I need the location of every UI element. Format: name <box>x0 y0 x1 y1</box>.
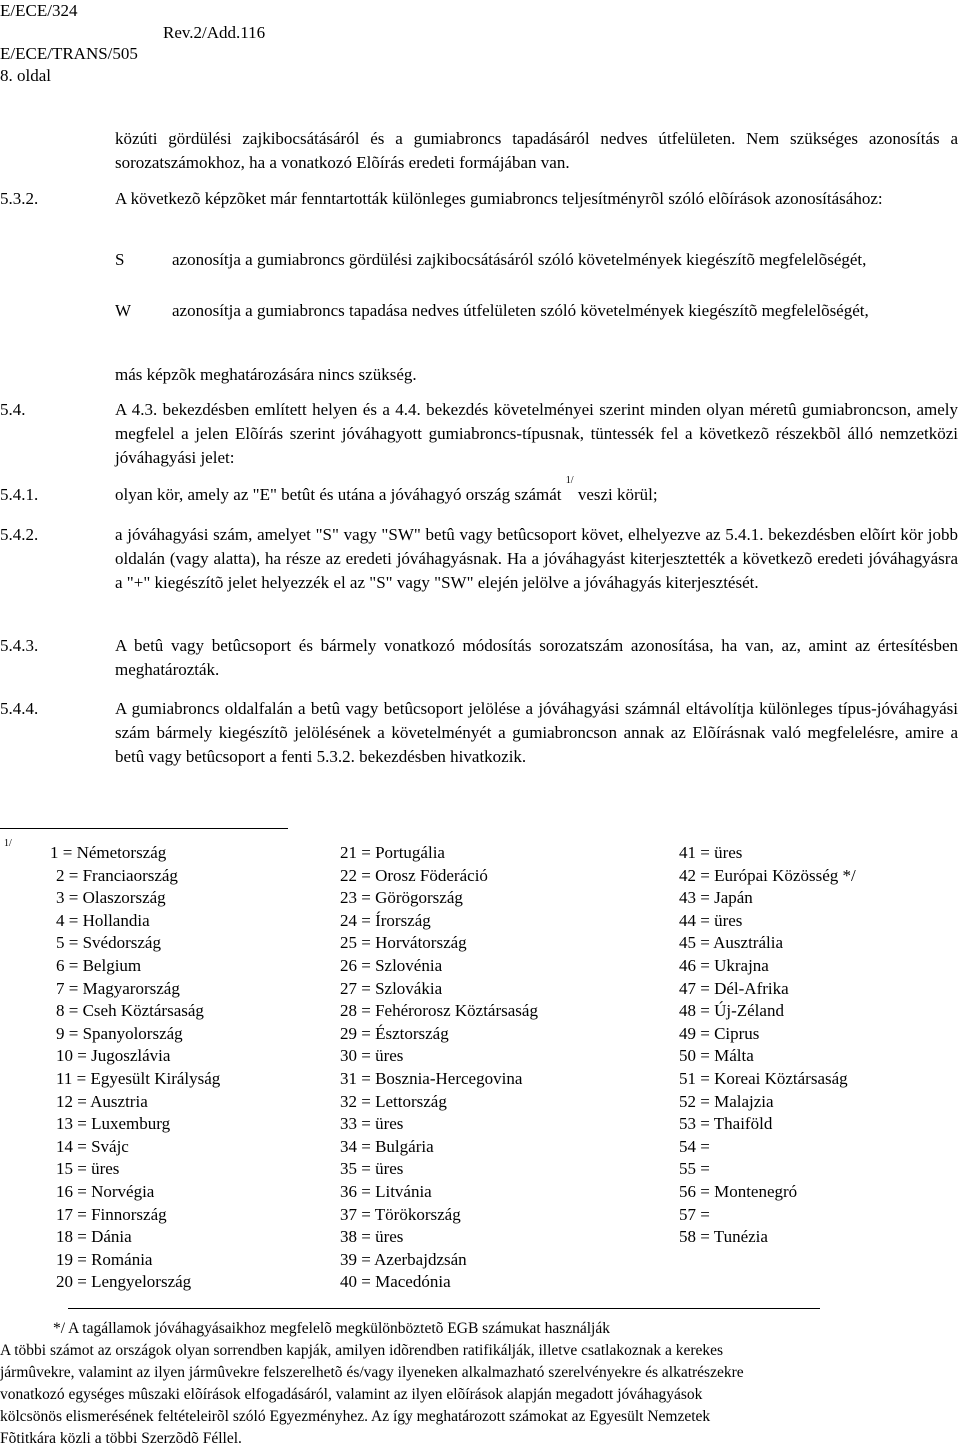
text-before: olyan kör, amely az "E" betût és utána a jóváhagyó ország számát <box>115 485 562 504</box>
designator-letter: W <box>115 301 132 320</box>
closing-line: jármûvekre, valamint az ilyen jármûvekre felszerelhetõ és/vagy ilyeneken alkalmazható szerelvényekre és alkatrészekre <box>0 1364 744 1381</box>
page-number: 8. oldal <box>0 66 51 85</box>
country-entry: 16 = Norvégia <box>56 1181 155 1201</box>
designator-closing: más képzõk meghatározására nincs szükség. <box>115 365 417 384</box>
designator-letter: S <box>115 250 125 269</box>
footnote-divider-secondary <box>68 1308 820 1309</box>
footnote-divider <box>0 828 288 829</box>
country-entry: 21 = Portugália <box>340 843 445 862</box>
country-entry: 44 = üres <box>679 910 743 930</box>
country-column-2 <box>340 842 538 1294</box>
country-entry: 39 = Azerbajdzsán <box>340 1249 467 1269</box>
country-entry: 40 = Macedónia <box>340 1272 451 1292</box>
country-entry: 56 = Montenegró <box>679 1181 798 1201</box>
section-text <box>115 475 958 507</box>
country-entry: 20 = Lengyelország <box>56 1272 192 1292</box>
closing-line: A többi számot az országok olyan sorrendben kapják, amilyen idõrendben ratifikálják, illetve csatlakoznak a kerekes <box>0 1342 724 1359</box>
country-entry: 15 = üres <box>56 1159 120 1179</box>
country-entry: 30 = üres <box>340 1046 404 1066</box>
trans-id: E/ECE/TRANS/505 <box>0 44 138 63</box>
section-text: A betû vagy betûcsoport és bármely vonatkozó módosítás sorozatszám azonosítása, ha van, az, amint az értesítésben meghatározták. <box>115 636 958 679</box>
country-entry: 2 = Franciaország <box>56 865 178 885</box>
section-number: 5.4.1. <box>0 485 39 504</box>
country-entry: 9 = Spanyolország <box>56 1023 183 1043</box>
country-entry: 29 = Észtország <box>340 1023 449 1043</box>
country-entry: 31 = Bosznia-Hercegovina <box>340 1068 523 1088</box>
country-entry: 50 = Málta <box>679 1046 754 1066</box>
country-entry: 19 = Románia <box>56 1249 153 1269</box>
country-entry: 43 = Japán <box>679 888 753 908</box>
section-text: A 4.3. bekezdésben említett helyen és a 4.4. bekezdés követelményei szerint minden olyan méretû gumiabroncson, amely megfelel a jelen Elõírás szerint jóváhagyott gumiabroncs-típusnak, tüntessék fel a következõ részekbõl álló nemzetközi jóváhagyási jelet: <box>115 400 958 467</box>
country-entry: 37 = Törökország <box>340 1204 461 1224</box>
country-entry: 46 = Ukrajna <box>679 955 769 975</box>
country-column-3 <box>679 842 856 1249</box>
country-column-1 <box>50 842 220 1294</box>
footnote-closing <box>0 1318 960 1450</box>
country-entry: 27 = Szlovákia <box>340 978 443 998</box>
footnote-mark: 1/ <box>4 838 12 849</box>
country-entry: 34 = Bulgária <box>340 1136 434 1156</box>
designator-text: azonosítja a gumiabroncs tapadása nedves útfelületen szóló követelmények kiegészítõ megfelelõségét, <box>172 301 869 320</box>
section-text: A gumiabroncs oldalfalán a betû vagy betûcsoport jelölése a jóváhagyási számnál eltávolítja különleges típus-jóváhagyási szám bármely kiegészítõ jelölésének a követelményét a gumiabroncson annak az Elõírásnak való megfelelésre, amire a betû vagy betûcsoport a fenti 5.3.2. bekezdésben hivatkozik. <box>115 699 958 766</box>
document-id: E/ECE/324 <box>0 1 78 20</box>
country-entry: 4 = Hollandia <box>56 910 150 930</box>
country-entry: 1 = Németország <box>50 843 167 862</box>
country-entry: 22 = Orosz Föderáció <box>340 865 488 885</box>
country-entry: 6 = Belgium <box>56 955 142 975</box>
designator-text: azonosítja a gumiabroncs gördülési zajkibocsátásáról szóló követelmények kiegészítõ megfelelõségét, <box>172 250 867 269</box>
country-entry: 8 = Cseh Köztársaság <box>56 1001 204 1021</box>
country-entry: 51 = Koreai Köztársaság <box>679 1068 848 1088</box>
country-entry: 14 = Svájc <box>56 1136 129 1156</box>
country-entry: 36 = Litvánia <box>340 1181 432 1201</box>
country-entry: 23 = Görögország <box>340 888 463 908</box>
country-entry: 54 = <box>679 1136 710 1156</box>
country-entry: 35 = üres <box>340 1159 404 1179</box>
country-entry: 13 = Luxemburg <box>56 1114 171 1134</box>
country-entry: 41 = üres <box>679 843 743 862</box>
footnote-ref: 1/ <box>565 475 574 486</box>
country-entry: 28 = Fehérorosz Köztársaság <box>340 1001 538 1021</box>
country-entry: 12 = Ausztria <box>56 1091 148 1111</box>
section-number: 5.3.2. <box>0 189 39 208</box>
country-entry: 49 = Ciprus <box>679 1023 760 1043</box>
country-entry: 57 = <box>679 1204 710 1224</box>
country-entry: 11 = Egyesült Királyság <box>56 1068 221 1088</box>
section-number: 5.4.4. <box>0 699 39 718</box>
country-entry: 45 = Ausztrália <box>679 933 784 953</box>
country-entry: 48 = Új-Zéland <box>679 1001 784 1021</box>
country-entry: 17 = Finnország <box>56 1204 167 1224</box>
country-entry: 42 = Európai Közösség */ <box>679 865 856 885</box>
closing-line: kölcsönös elismerésének feltételeirõl szóló Egyezményhez. Az így meghatározott számokat az Egyesült Nemzetek <box>0 1408 711 1425</box>
country-entry: 26 = Szlovénia <box>340 955 443 975</box>
section-number: 5.4. <box>0 400 26 419</box>
eu-note: */ A tagállamok jóváhagyásaikhoz megfelelõ megkülönböztetõ EGB számukat használják <box>53 1320 610 1337</box>
country-entry: 38 = üres <box>340 1227 404 1247</box>
country-entry: 24 = Írország <box>340 910 431 930</box>
section-number: 5.4.2. <box>0 525 39 544</box>
section-text: a jóváhagyási szám, amelyet "S" vagy "SW" betû vagy betûcsoport követ, elhelyezve az 5.4.1. bekezdésben elõírt kör jobb oldalán (vagy alatta), ha része az eredeti jóváhagyásnak. Ha a jóváhagyást kiterjesztették a következõ eredeti jóváhagyásra a "+" kiegészítõ jelet helyezzék el az "S" vagy "SW" elején jelölve a jóváhagyás kiterjesztését. <box>115 525 958 592</box>
country-entry: 18 = Dánia <box>56 1227 132 1247</box>
section-text: A következõ képzõket már fenntartották különleges gumiabroncs teljesítményrõl szóló elõírások azonosításához: <box>115 189 883 208</box>
country-entry: 7 = Magyarország <box>56 978 180 998</box>
country-entry: 58 = Tunézia <box>679 1227 768 1247</box>
country-entry: 3 = Olaszország <box>56 888 166 908</box>
country-entry: 10 = Jugoszlávia <box>56 1046 171 1066</box>
text-after: veszi körül; <box>577 485 658 504</box>
country-entry: 5 = Svédország <box>56 933 161 953</box>
intro-paragraph: közúti gördülési zajkibocsátásáról és a gumiabroncs tapadásáról nedves útfelületen. Nem szükséges azonosítás a sorozatszámokhoz, ha a vonatkozó Elõírás eredeti formájában van. <box>115 129 958 172</box>
closing-line: vonatkozó egységes mûszaki elõírások elfogadásáról, valamint az ilyen elõírások alapján megadott jóváhagyások <box>0 1386 703 1403</box>
country-entry: 47 = Dél-Afrika <box>679 978 789 998</box>
country-entry: 33 = üres <box>340 1114 404 1134</box>
section-number: 5.4.3. <box>0 636 39 655</box>
revision-id: Rev.2/Add.116 <box>163 23 266 42</box>
country-entry: 52 = Malajzia <box>679 1091 774 1111</box>
closing-line: Fõtitkára közli a többi Szerzõdõ Féllel. <box>0 1430 242 1447</box>
country-entry: 53 = Thaiföld <box>679 1114 773 1134</box>
country-entry: 55 = <box>679 1159 710 1179</box>
country-entry: 32 = Lettország <box>340 1091 447 1111</box>
country-entry: 25 = Horvátország <box>340 933 467 953</box>
